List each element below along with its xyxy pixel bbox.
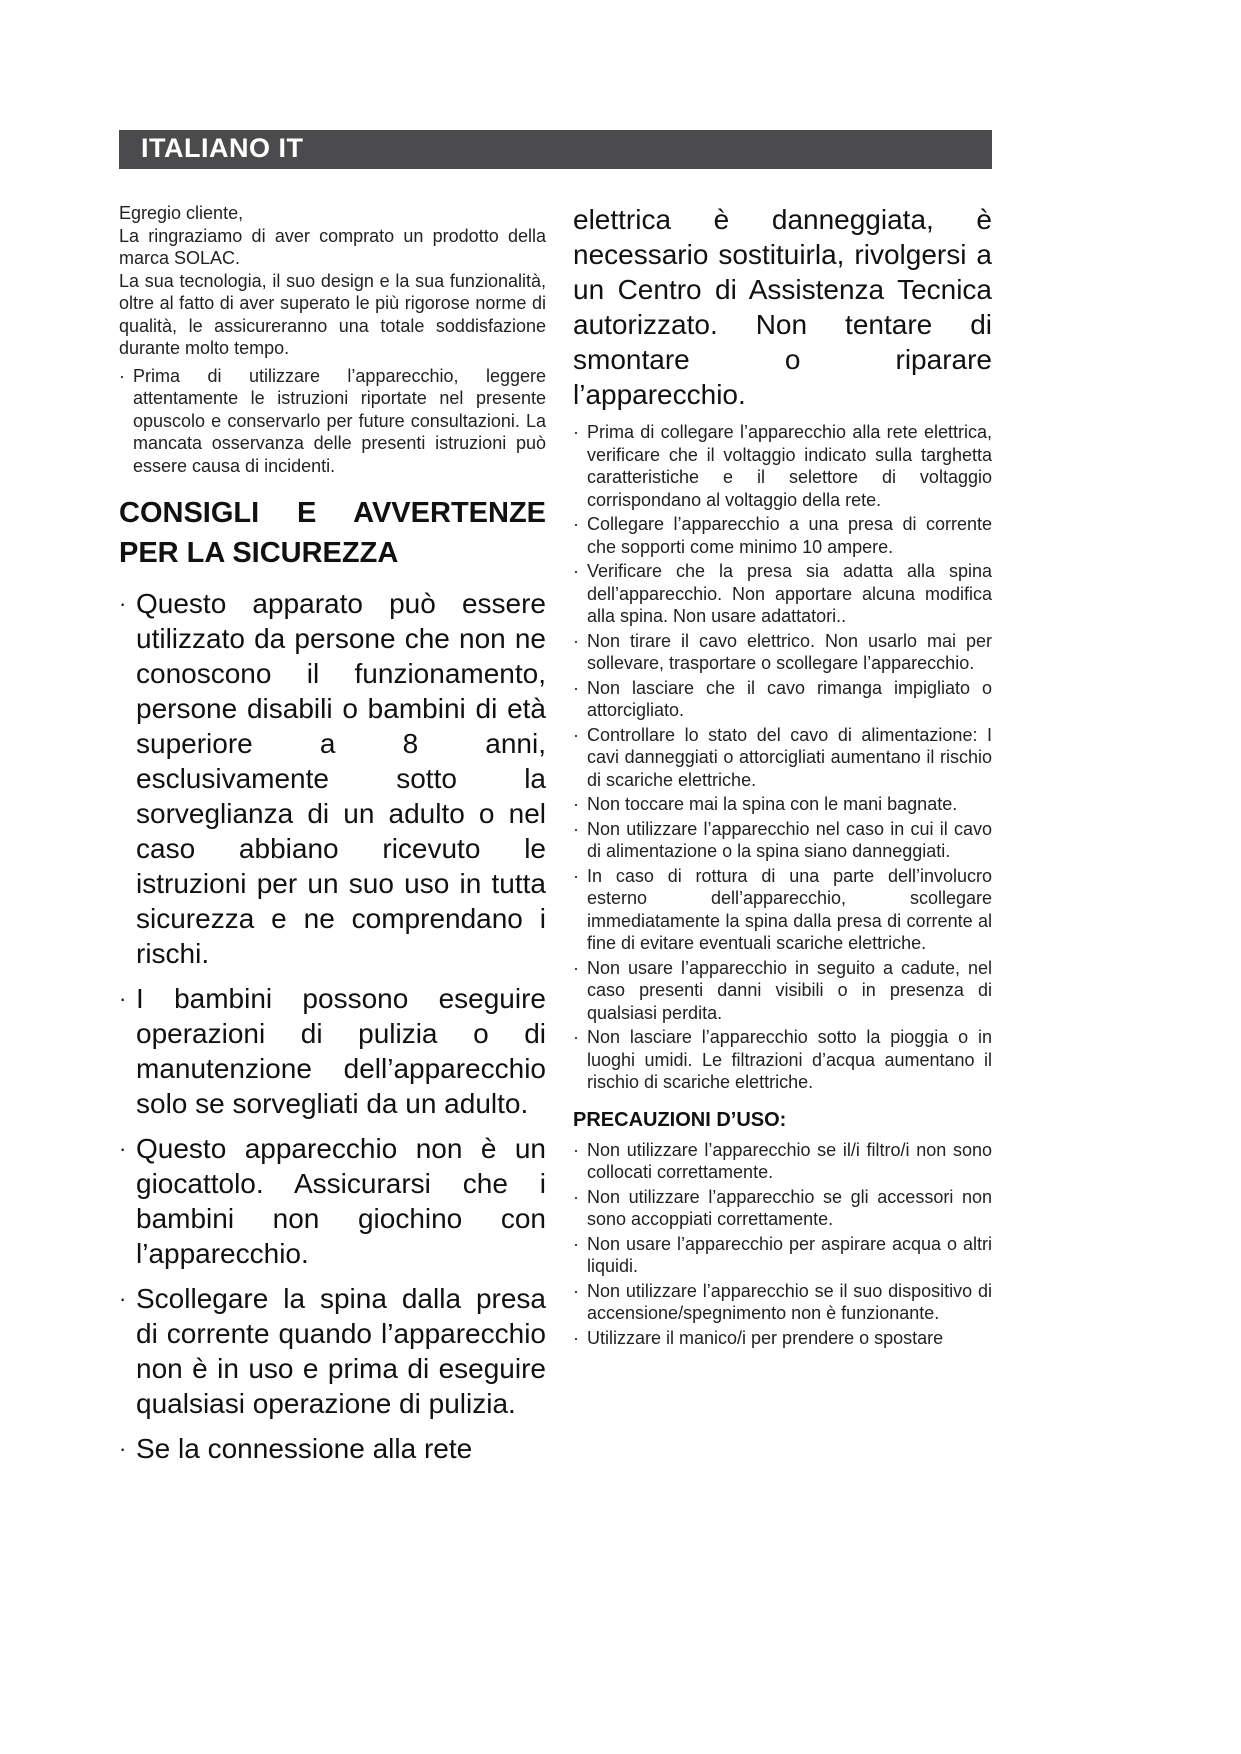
list-item bbox=[573, 724, 992, 792]
bullet-text: Non toccare mai la spina con le mani bagnate. bbox=[587, 794, 958, 814]
bullet-marker: · bbox=[573, 957, 579, 978]
intro-paragraph: La sua tecnologia, il suo design e la sua funzionalità, oltre al fatto di aver superato le più rigorose norme di qualità, le assicureranno una totale soddisfazione durante molto tempo. bbox=[119, 270, 546, 358]
bullet-marker: · bbox=[119, 365, 125, 386]
bullet-marker: · bbox=[573, 1186, 579, 1207]
bullet-text: Non utilizzare l’apparecchio se il suo dispositivo di accensione/spegnimento non è funzionante. bbox=[587, 1280, 992, 1323]
bullet-text: Prima di utilizzare l’apparecchio, leggere attentamente le istruzioni riportate nel presente opuscolo e conservarlo per future consultazioni. La mancata osservanza delle presenti istruzioni può essere causa di incidenti. bbox=[133, 365, 546, 476]
list-item bbox=[573, 1186, 992, 1231]
list-item bbox=[573, 677, 992, 722]
bullet-text: Non utilizzare l’apparecchio se gli accessori non sono accoppiati correttamente. bbox=[587, 1186, 992, 1229]
bullet-marker: · bbox=[573, 865, 579, 886]
bullet-marker: · bbox=[573, 1233, 579, 1254]
bullet-marker: · bbox=[573, 561, 579, 581]
list-item bbox=[573, 630, 992, 675]
list-item bbox=[573, 957, 992, 1025]
left-column bbox=[119, 202, 546, 1476]
bullet-text: Scollegare la spina dalla presa di corrente quando l’apparecchio non è in uso e prima di eseguire qualsiasi operazione di pulizia. bbox=[136, 1283, 546, 1419]
bullet-text: Non usare l’apparecchio in seguito a cadute, nel caso presenti danni visibili o in presenza di qualsiasi perdita. bbox=[587, 957, 992, 1023]
bullet-marker: · bbox=[573, 818, 579, 839]
bullet-text: Utilizzare il manico/i per prendere o spostare bbox=[587, 1327, 944, 1348]
list-item bbox=[119, 1131, 546, 1271]
list-item bbox=[573, 1233, 992, 1278]
bullet-marker: · bbox=[573, 724, 579, 745]
bullet-marker: · bbox=[573, 794, 579, 814]
list-item bbox=[573, 1280, 992, 1325]
bullet-text: Questo apparecchio non è un giocattolo. Assicurarsi che i bambini non giochino con l’apparecchio. bbox=[136, 1133, 546, 1269]
bullet-marker: · bbox=[573, 422, 579, 442]
bullet-marker: · bbox=[573, 1280, 579, 1301]
two-column-layout bbox=[119, 202, 992, 1476]
bullet-text: In caso di rottura di una parte dell’involucro esterno dell’apparecchio, scollegare immediatamente la spina dalla presa di corrente al fine di evitare eventuali scariche elettriche. bbox=[587, 865, 992, 953]
list-item bbox=[119, 1281, 546, 1421]
list-item bbox=[119, 1431, 546, 1466]
list-item bbox=[573, 513, 992, 558]
language-header-bar bbox=[119, 130, 992, 169]
bullet-marker: · bbox=[119, 1136, 127, 1161]
intro-paragraph: Egregio cliente, bbox=[119, 203, 244, 223]
bullet-text: Non tirare il cavo elettrico. Non usarlo mai per sollevare, trasportare o scollegare l’apparecchio. bbox=[587, 630, 992, 673]
bullet-text: Non lasciare l’apparecchio sotto la pioggia o in luoghi umidi. Le filtrazioni d’acqua aumentano il rischio di scariche elettriche. bbox=[587, 1027, 992, 1092]
bullet-text: Collegare l’apparecchio a una presa di corrente che sopporti come minimo 10 ampere. bbox=[587, 514, 992, 557]
list-item bbox=[119, 365, 546, 478]
bullet-text: Se la connessione alla rete bbox=[136, 1433, 473, 1464]
list-item bbox=[119, 586, 546, 971]
right-column bbox=[573, 202, 992, 1476]
bullet-text: Questo apparato può essere utilizzato da persone che non ne conoscono il funzionamento, persone disabili o bambini di età superiore a 8 anni, esclusivamente sotto la sorveglianza di un adulto o nel caso abbiano ricevuto le istruzioni per un suo uso in tutta sicurezza e ne comprendano i rischi. bbox=[136, 588, 546, 969]
connection-bullet-list bbox=[573, 421, 992, 1094]
section-heading-safety: CONSIGLI E AVVERTENZE PER LA SICUREZZA bbox=[119, 497, 546, 569]
bullet-text: Non lasciare che il cavo rimanga impigliato o attorcigliato. bbox=[587, 677, 992, 720]
bullet-marker: · bbox=[573, 1327, 579, 1348]
bullet-text: Non utilizzare l’apparecchio nel caso in cui il cavo di alimentazione o la spina siano danneggiati. bbox=[587, 818, 992, 861]
list-item bbox=[573, 1026, 992, 1094]
bullet-text: Non utilizzare l’apparecchio se il/i filtro/i non sono collocati correttamente. bbox=[587, 1139, 992, 1182]
list-item bbox=[573, 793, 992, 816]
list-item bbox=[573, 421, 992, 511]
bullet-marker: · bbox=[119, 1436, 127, 1461]
bullet-marker: · bbox=[573, 1139, 579, 1160]
section-heading-usage-precautions: PRECAUZIONI D’USO: bbox=[573, 1108, 787, 1131]
bullet-marker: · bbox=[573, 514, 579, 534]
list-item bbox=[573, 865, 992, 955]
bullet-text: Non usare l’apparecchio per aspirare acqua o altri liquidi. bbox=[587, 1233, 992, 1276]
bullet-marker: · bbox=[573, 1027, 579, 1047]
intro-bullet-list bbox=[119, 365, 546, 478]
bullet-text: Prima di collegare l’apparecchio alla rete elettrica, verificare che il voltaggio indicato sulla targhetta caratteristiche e il selettore di voltaggio corrispondano al voltaggio della rete. bbox=[587, 422, 992, 510]
safety-continuation-paragraph: elettrica è danneggiata, è necessario sostituirla, rivolgersi a un Centro di Assistenza Tecnica autorizzato. Non tentare di smontare o riparare l’apparecchio. bbox=[573, 204, 992, 410]
bullet-text: I bambini possono eseguire operazioni di pulizia o di manutenzione dell’apparecchio solo se sorvegliati da un adulto. bbox=[136, 983, 546, 1119]
bullet-text: Controllare lo stato del cavo di alimentazione: I cavi danneggiati o attorcigliati aumentano il rischio di scariche elettriche. bbox=[587, 724, 992, 790]
bullet-marker: · bbox=[119, 1286, 127, 1311]
bullet-text: Verificare che la presa sia adatta alla spina dell’apparecchio. Non apportare alcuna modifica alla spina. Non usare adattatori.. bbox=[587, 561, 992, 626]
list-item bbox=[119, 981, 546, 1121]
list-item bbox=[573, 818, 992, 863]
bullet-marker: · bbox=[119, 591, 127, 616]
bullet-marker: · bbox=[119, 986, 127, 1011]
language-header-label: ITALIANO IT bbox=[141, 133, 304, 163]
list-item bbox=[573, 1327, 992, 1350]
usage-bullet-list bbox=[573, 1139, 992, 1350]
intro-paragraphs bbox=[119, 202, 546, 360]
bullet-marker: · bbox=[573, 630, 579, 651]
document-page bbox=[119, 130, 992, 1476]
intro-paragraph: La ringraziamo di aver comprato un prodotto della marca SOLAC. bbox=[119, 225, 546, 268]
safety-bullet-list bbox=[119, 586, 546, 1466]
list-item bbox=[573, 560, 992, 628]
list-item bbox=[573, 1139, 992, 1184]
bullet-marker: · bbox=[573, 677, 579, 698]
